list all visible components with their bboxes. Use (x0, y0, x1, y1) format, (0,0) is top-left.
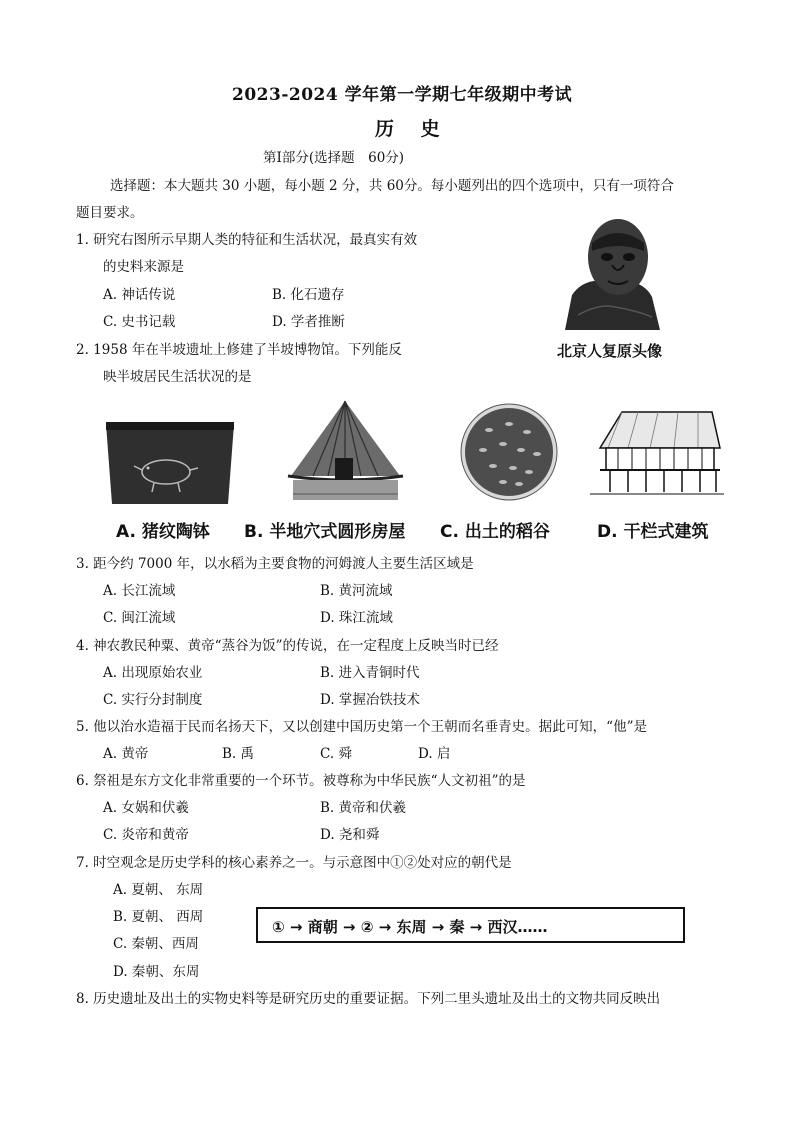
instructions-line-2: 题目要求。 (76, 205, 144, 221)
stilt-house-image (588, 408, 726, 498)
instructions-line-1: 选择题：本大题共 30 小题，每小题 2 分，共 60分。每小题列出的四个选项中，只有一项符合 (110, 178, 674, 194)
q7-option-a: A. 夏朝、 东周 (113, 882, 204, 898)
q2-option-d: D. 干栏式建筑 (597, 522, 709, 542)
q1-option-d: D. 学者推断 (272, 314, 345, 330)
pig-pottery-bowl-image (104, 420, 236, 510)
q5-option-d: D. 启 (418, 746, 451, 762)
q1-image-caption: 北京人复原头像 (557, 342, 663, 360)
q1-stem-1: 1. 研究右图所示早期人类的特征和生活状况，最真实有效 (76, 232, 418, 248)
q4-stem: 4. 神农教民种粟、黄帝“蒸谷为饭”的传说，在一定程度上反映当时已经 (76, 638, 499, 654)
q7-option-d: D. 秦朝、东周 (113, 964, 200, 980)
q2-stem-1: 2. 1958 年在半坡遗址上修建了半坡博物馆。下列能反 (76, 342, 402, 358)
q3-option-d: D. 珠江流域 (320, 610, 393, 626)
exam-title: 2023-2024 学年第一学期七年级期中考试 (232, 85, 573, 105)
q4-option-c: C. 实行分封制度 (103, 692, 203, 708)
q5-option-a: A. 黄帝 (103, 746, 149, 762)
q4-option-d: D. 掌握冶铁技术 (320, 692, 420, 708)
q6-option-c: C. 炎帝和黄帝 (103, 827, 189, 843)
q4-option-a: A. 出现原始农业 (103, 665, 203, 681)
round-semi-underground-house-image (283, 398, 408, 508)
q8-stem: 8. 历史遗址及出土的实物史料等是研究历史的重要证据。下列二里头遗址及出土的文物共同反映出 (76, 991, 661, 1007)
q5-option-b: B. 禹 (222, 746, 255, 762)
q5-stem: 5. 他以治水造福于民而名扬天下，又以创建中国历史第一个王朝而名垂青史。据此可知，“他”是 (76, 719, 647, 735)
section-heading: 第Ⅰ部分(选择题 60分) (263, 150, 405, 166)
q7-stem: 7. 时空观念是历史学科的核心素养之一。与示意图中①②处对应的朝代是 (76, 855, 512, 871)
q7-option-c: C. 秦朝、西周 (113, 936, 199, 952)
q3-stem: 3. 距今约 7000 年，以水稻为主要食物的河姆渡人主要生活区域是 (76, 556, 474, 572)
q3-option-a: A. 长江流域 (103, 583, 176, 599)
dynasty-timeline-text: ① → 商朝 → ② → 东周 → 秦 → 西汉…… (272, 918, 548, 936)
dynasty-timeline-box (256, 907, 685, 943)
rice-grains-image (459, 402, 559, 502)
q6-stem: 6. 祭祖是东方文化非常重要的一个环节。被尊称为中华民族“人文初祖”的是 (76, 773, 526, 789)
q7-option-b: B. 夏朝、 西周 (113, 909, 204, 925)
q1-option-a: A. 神话传说 (103, 287, 176, 303)
q1-option-c: C. 史书记载 (103, 314, 176, 330)
q2-option-b: B. 半地穴式圆形房屋 (244, 522, 406, 542)
q2-option-a: A. 猪纹陶钵 (116, 522, 210, 542)
q6-option-b: B. 黄帝和伏羲 (320, 800, 407, 816)
q1-stem-2: 的史料来源是 (103, 259, 184, 275)
q5-option-c: C. 舜 (320, 746, 352, 762)
peking-man-bust-image (560, 215, 665, 335)
q2-stem-2: 映半坡居民生活状况的是 (103, 369, 252, 385)
q3-option-b: B. 黄河流域 (320, 583, 393, 599)
q1-option-b: B. 化石遗存 (272, 287, 345, 303)
q6-option-a: A. 女娲和伏羲 (103, 800, 189, 816)
q4-option-b: B. 进入青铜时代 (320, 665, 420, 681)
q3-option-c: C. 闽江流域 (103, 610, 176, 626)
q6-option-d: D. 尧和舜 (320, 827, 380, 843)
subject-title: 历 史 (375, 118, 450, 140)
q2-option-c: C. 出土的稻谷 (440, 522, 550, 542)
